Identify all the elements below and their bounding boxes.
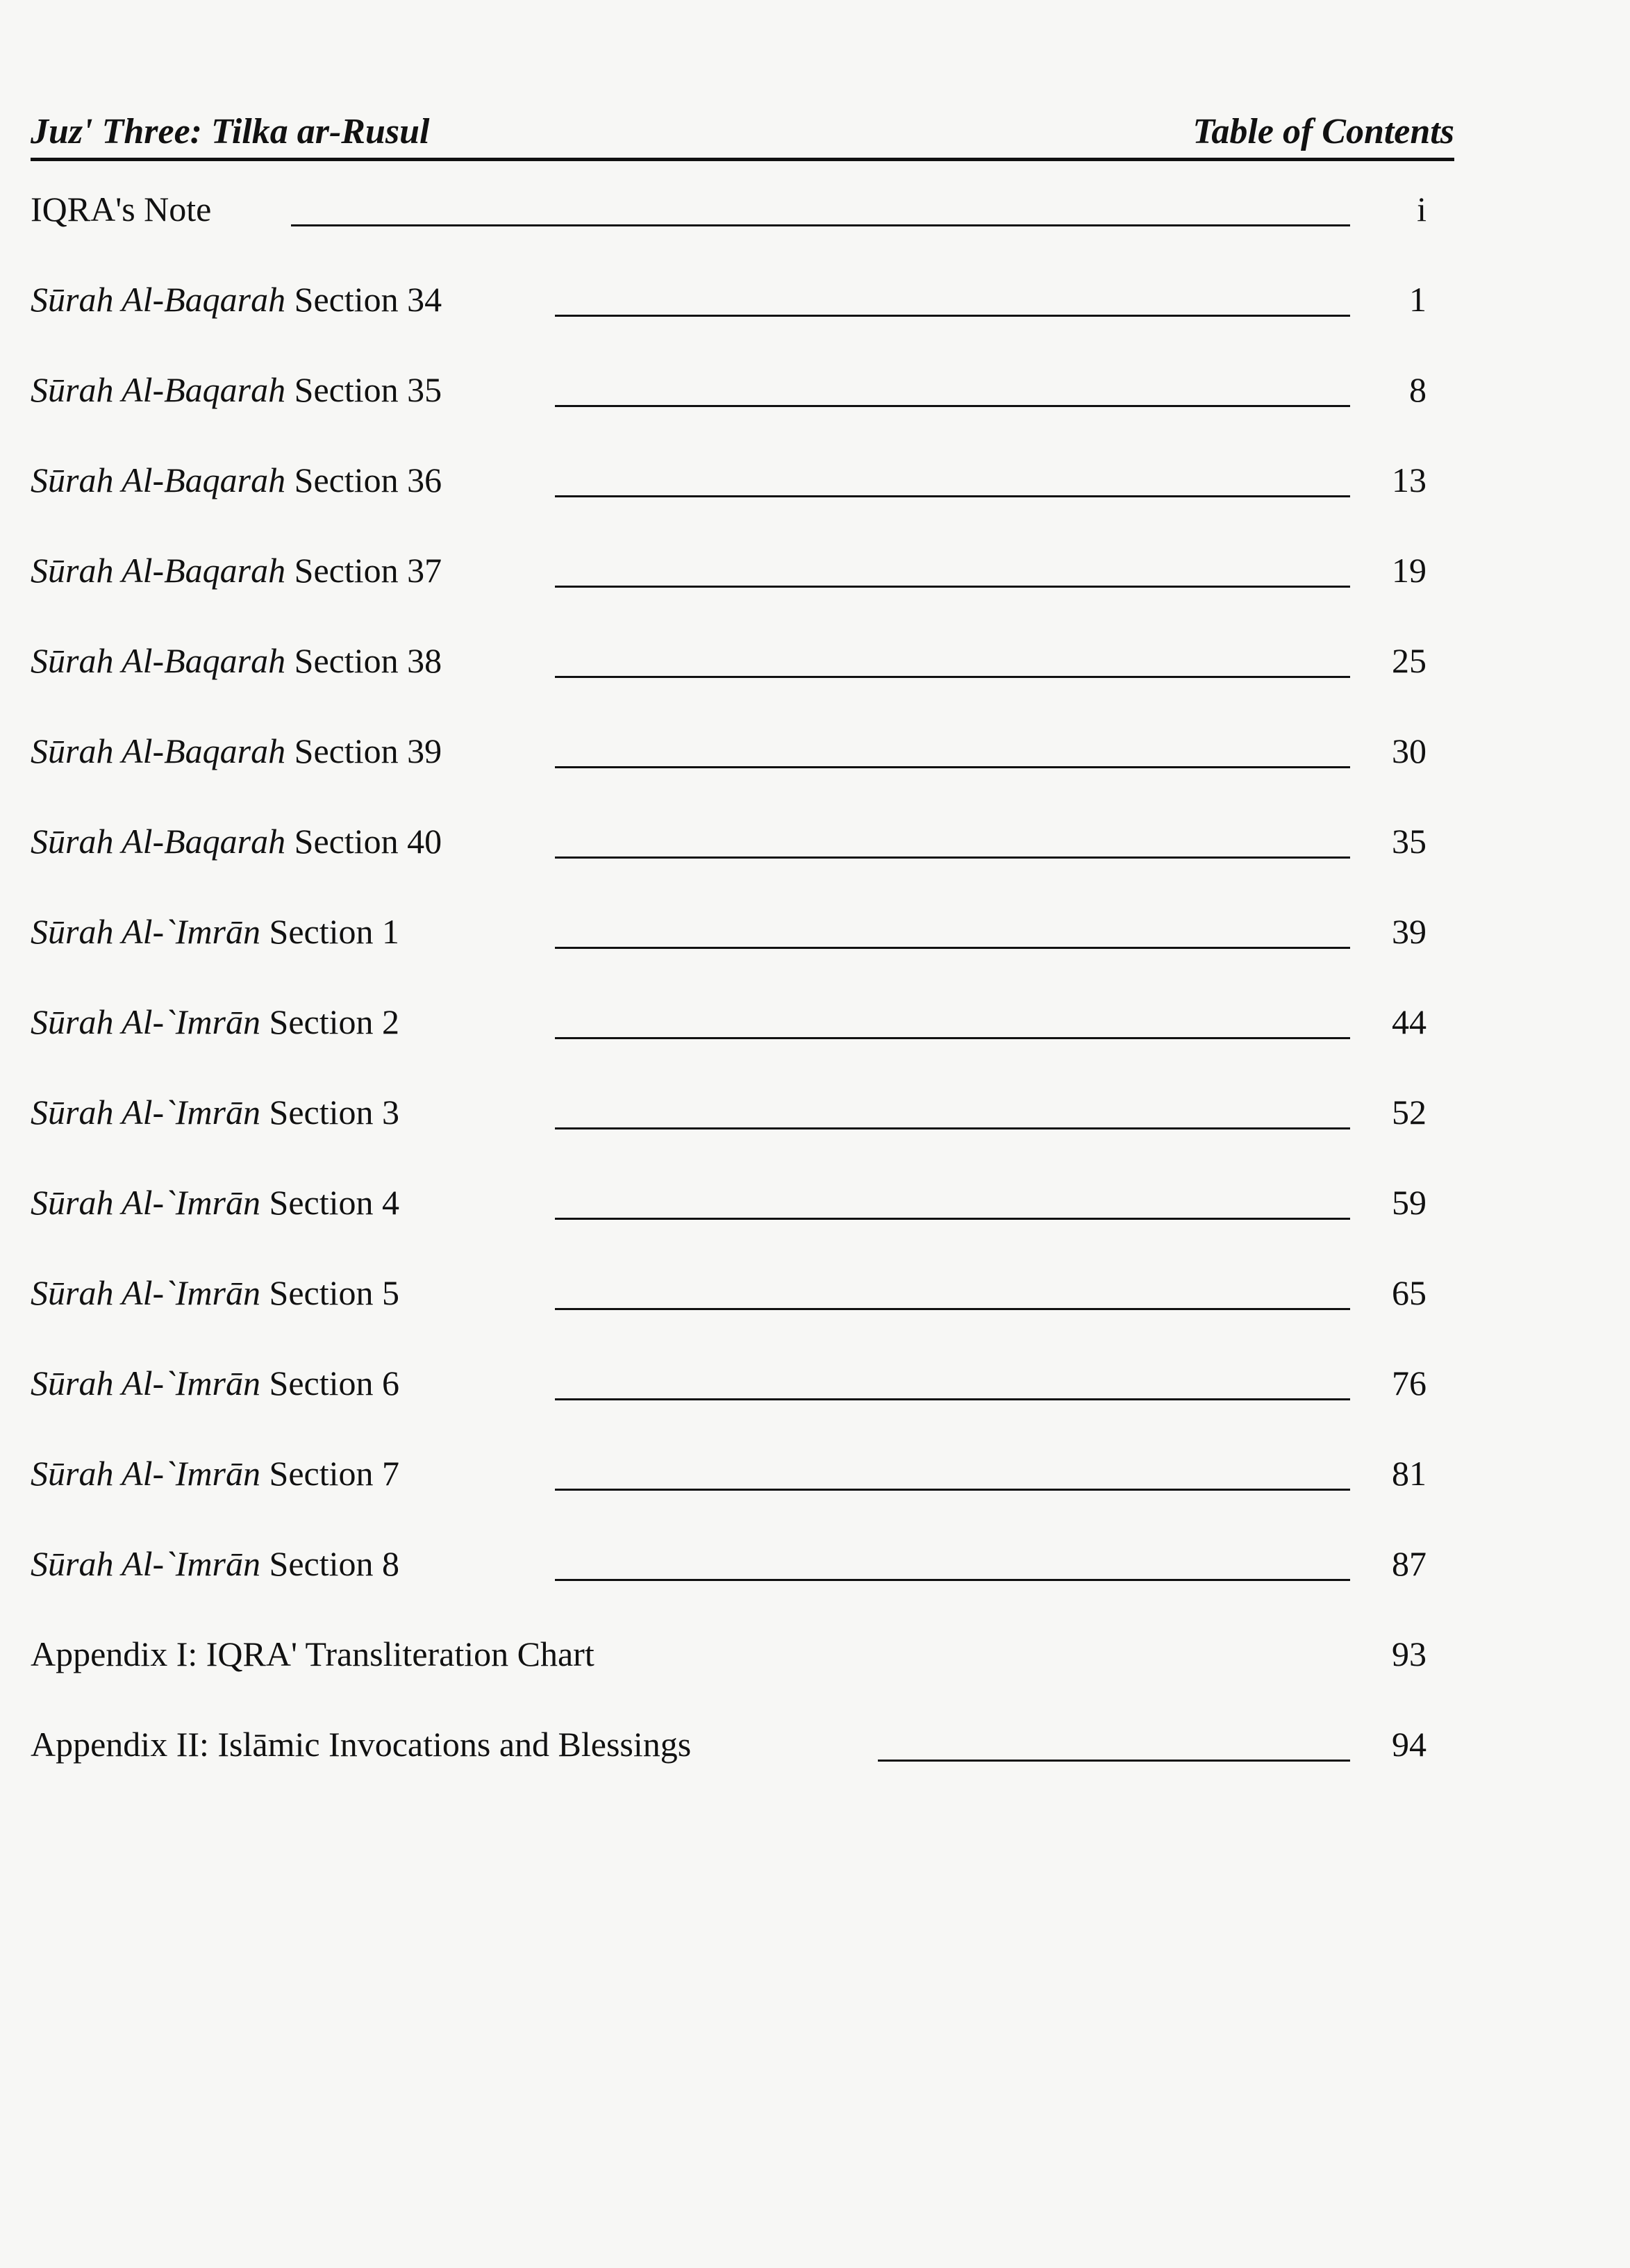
toc-page-number: 44: [1392, 1002, 1427, 1041]
toc-leader-line: [555, 405, 1350, 407]
toc-section: Section 7: [269, 1454, 399, 1493]
toc-leader-line: [291, 224, 1350, 226]
toc-entry-imran-3[interactable]: [31, 1085, 1427, 1134]
toc-surah-name: Sūrah Al-`Imrān: [31, 1183, 261, 1222]
toc-surah-name: Sūrah Al-Baqarah: [31, 370, 286, 409]
toc-leader-line: [555, 1218, 1350, 1220]
toc-page-number: 87: [1392, 1544, 1427, 1583]
toc-surah-name: Sūrah Al-Baqarah: [31, 731, 286, 770]
toc-title: Appendix II: Islāmic Invocations and Blessings: [31, 1725, 692, 1764]
toc-section: Section 6: [269, 1364, 399, 1402]
toc-section: Section 39: [294, 731, 442, 770]
toc-entry-imran-1[interactable]: [31, 904, 1427, 953]
page-header: [31, 108, 1454, 161]
toc-surah-name: Sūrah Al-Baqarah: [31, 822, 286, 861]
toc-leader-line: [555, 1489, 1350, 1491]
toc-entry-iqra-note[interactable]: [31, 182, 1427, 231]
toc-entry-baqarah-38[interactable]: [31, 634, 1427, 682]
toc-section: Section 36: [294, 461, 442, 499]
toc-page-number: 30: [1392, 731, 1427, 770]
toc-page-number: 65: [1392, 1273, 1427, 1312]
toc-surah-name: Sūrah Al-`Imrān: [31, 1364, 261, 1402]
toc-entry-appendix-2[interactable]: [31, 1717, 1427, 1766]
toc-leader-line: [555, 1037, 1350, 1039]
toc-leader-line: [878, 1760, 1350, 1762]
toc-entry-imran-2[interactable]: [31, 995, 1427, 1043]
toc-surah-name: Sūrah Al-Baqarah: [31, 461, 286, 499]
toc-page-number: 35: [1392, 822, 1427, 861]
toc-surah-name: Sūrah Al-`Imrān: [31, 1273, 261, 1312]
toc-entry-appendix-1[interactable]: [31, 1627, 1427, 1675]
toc-section: Section 5: [269, 1273, 399, 1312]
toc-entry-baqarah-34[interactable]: [31, 272, 1427, 321]
toc-leader-line: [555, 1127, 1350, 1129]
toc-leader-line: [555, 676, 1350, 678]
toc-title: Appendix I: IQRA' Transliteration Chart: [31, 1634, 594, 1673]
toc-section: Section 1: [269, 912, 399, 951]
toc-page-number: 25: [1392, 641, 1427, 680]
toc-page-number: 13: [1392, 461, 1427, 499]
toc-surah-name: Sūrah Al-Baqarah: [31, 280, 286, 319]
toc-entry-imran-7[interactable]: [31, 1446, 1427, 1495]
toc-page-number: 93: [1392, 1634, 1427, 1673]
toc-surah-name: Sūrah Al-`Imrān: [31, 1544, 261, 1583]
toc-entry-baqarah-37[interactable]: [31, 543, 1427, 592]
toc-section: Section 37: [294, 551, 442, 590]
toc-leader-line: [555, 495, 1350, 497]
toc-page-number: 1: [1409, 280, 1427, 319]
toc-leader-line: [555, 1579, 1350, 1581]
toc-leader-line: [555, 1398, 1350, 1400]
toc-section: Section 3: [269, 1093, 399, 1132]
toc-page-number: i: [1417, 190, 1427, 229]
toc-section: Section 2: [269, 1002, 399, 1041]
toc-title: IQRA's Note: [31, 190, 212, 229]
toc-section: Section 4: [269, 1183, 399, 1222]
toc-section: Section 35: [294, 370, 442, 409]
toc-leader-line: [555, 315, 1350, 317]
toc-leader-line: [555, 1308, 1350, 1310]
toc-page-number: 8: [1409, 370, 1427, 409]
running-title: Juz' Three: Tilka ar-Rusul: [31, 112, 430, 151]
toc-page-number: 59: [1392, 1183, 1427, 1222]
toc-page-number: 52: [1392, 1093, 1427, 1132]
toc-entry-imran-4[interactable]: [31, 1175, 1427, 1224]
toc-surah-name: Sūrah Al-`Imrān: [31, 1454, 261, 1493]
toc-page-number: 39: [1392, 912, 1427, 951]
toc-entry-baqarah-36[interactable]: [31, 453, 1427, 502]
toc-section: Section 38: [294, 641, 442, 680]
toc-surah-name: Sūrah Al-`Imrān: [31, 912, 261, 951]
section-title: Table of Contents: [1192, 112, 1454, 151]
toc-page-number: 76: [1392, 1364, 1427, 1402]
toc-page-number: 19: [1392, 551, 1427, 590]
toc-entry-baqarah-39[interactable]: [31, 724, 1427, 772]
toc-section: Section 34: [294, 280, 442, 319]
toc-entry-baqarah-40[interactable]: [31, 814, 1427, 863]
toc-leader-line: [555, 586, 1350, 588]
toc-surah-name: Sūrah Al-Baqarah: [31, 641, 286, 680]
toc-page-number: 94: [1392, 1725, 1427, 1764]
toc-entry-imran-8[interactable]: [31, 1537, 1427, 1585]
toc-entry-imran-5[interactable]: [31, 1266, 1427, 1314]
toc-surah-name: Sūrah Al-`Imrān: [31, 1002, 261, 1041]
toc-leader-line: [555, 947, 1350, 949]
toc-leader-line: [555, 856, 1350, 859]
toc-entry-imran-6[interactable]: [31, 1356, 1427, 1405]
toc-entry-baqarah-35[interactable]: [31, 363, 1427, 411]
toc-surah-name: Sūrah Al-Baqarah: [31, 551, 286, 590]
toc-surah-name: Sūrah Al-`Imrān: [31, 1093, 261, 1132]
toc-page-number: 81: [1392, 1454, 1427, 1493]
toc-section: Section 40: [294, 822, 442, 861]
toc-section: Section 8: [269, 1544, 399, 1583]
toc-leader-line: [555, 766, 1350, 768]
